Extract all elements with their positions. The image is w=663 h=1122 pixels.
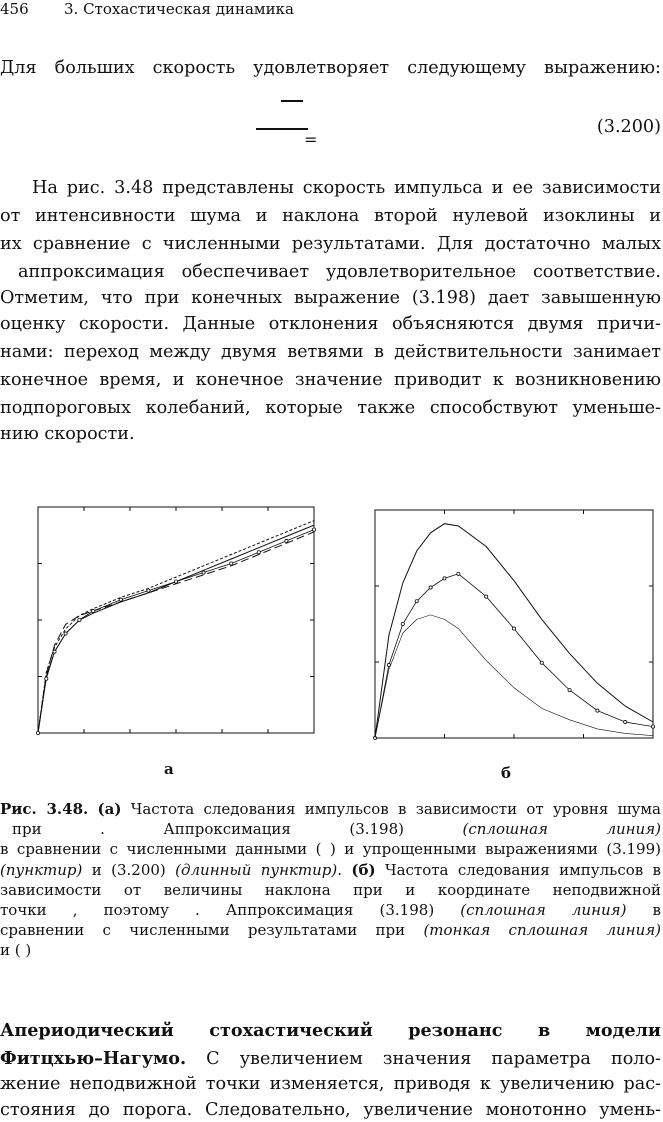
data-point: [230, 562, 233, 565]
data-point: [457, 572, 460, 575]
paragraph-line: нию скорости.: [0, 424, 135, 444]
caption-text: Частота следования импульсов в зависимости от уровня шума: [121, 800, 661, 818]
series-line: [375, 615, 653, 738]
series-line: [38, 521, 314, 733]
caption-italic: (сплошная линия): [462, 820, 661, 838]
caption-italic: (длинный пунктир): [175, 861, 338, 879]
paragraph-line: Отметим, что при конечных выражение (3.198) дает завышенную: [0, 288, 661, 308]
fraction-bar-top: [281, 100, 303, 102]
fraction-bar-main: [256, 128, 308, 130]
chart-b: [373, 508, 655, 740]
caption-italic: (сплошная линия): [460, 901, 627, 919]
series-line: [38, 530, 314, 733]
data-point: [257, 551, 260, 554]
paragraph-line: их сравнение с численными результатами. Для достаточно малых: [0, 234, 661, 254]
data-point: [92, 609, 95, 612]
data-point: [443, 577, 446, 580]
caption-text: Частота следования импульсов в: [375, 861, 662, 879]
equals-sign: =: [304, 130, 318, 149]
series-line: [38, 532, 314, 733]
equation-number: (3.200): [596, 117, 661, 137]
caption-part-a: (а): [97, 800, 122, 818]
caption-fig-label: Рис. 3.48.: [0, 800, 89, 818]
section-title: Фитцхью–Нагумо.: [0, 1048, 187, 1069]
data-point: [78, 618, 81, 621]
data-point: [540, 661, 543, 664]
data-point: [596, 709, 599, 712]
paragraph-line: На рис. 3.48 представлены скорость импульса и ее зависимости: [32, 178, 661, 198]
caption-text: сравнении с численными результатами при: [0, 921, 424, 939]
caption-text: и (3.200): [82, 861, 176, 879]
paragraph-line: нами: переход между двумя ветвями в действительности занимает: [0, 342, 661, 362]
data-point: [512, 627, 515, 630]
page-number: 456: [0, 0, 29, 18]
data-point: [174, 580, 177, 583]
section-text: С увеличением значения параметра поло-: [186, 1049, 661, 1069]
data-point: [45, 677, 48, 680]
data-point: [147, 589, 150, 592]
data-point: [429, 586, 432, 589]
data-point: [119, 598, 122, 601]
plot-frame: [375, 510, 653, 738]
chart-a: [36, 505, 316, 735]
data-point: [401, 622, 404, 625]
paragraph-line: от интенсивности шума и наклона второй нулевой изоклины и: [0, 206, 661, 226]
section-text: стояния до порога. Следовательно, увеличение монотонно умень-: [0, 1100, 661, 1120]
data-point: [568, 689, 571, 692]
figure-label-b: б: [501, 764, 512, 782]
caption-text: зависимости от величины наклона при и координате неподвижной: [0, 881, 661, 899]
paragraph-line: подпороговых колебаний, которые также способствуют уменьше-: [0, 398, 661, 418]
caption-text: в сравнении с численными данными ( ) и упрощенными выражениями (3.199): [0, 840, 661, 858]
paragraph-line: аппроксимация обеспечивает удовлетворительное соответствие.: [18, 262, 661, 282]
data-point: [651, 725, 654, 728]
data-point: [485, 595, 488, 598]
data-point: [312, 528, 315, 531]
figure-label-a: а: [164, 760, 174, 778]
data-point: [36, 731, 39, 734]
caption-text: при . Аппроксимация (3.198): [12, 820, 463, 838]
data-point: [624, 720, 627, 723]
section-text: жение неподвижной точки изменяется, приводя к увеличению рас-: [0, 1074, 661, 1094]
intro-line: Для больших скорость удовлетворяет следующему выражению:: [0, 58, 661, 78]
caption-italic: (пунктир): [0, 861, 83, 879]
data-point: [64, 632, 67, 635]
series-line: [375, 574, 653, 738]
caption-text: и ( ): [0, 941, 32, 959]
series-line: [38, 525, 314, 733]
equation-fraction: [252, 97, 318, 149]
data-point: [285, 539, 288, 542]
caption-italic: (тонкая сплошная линия): [423, 921, 662, 939]
caption-text: точки , поэтому . Аппроксимация (3.198): [0, 901, 461, 919]
caption-text: в: [626, 901, 661, 919]
series-line: [375, 524, 653, 738]
section-title: Апериодический стохастический резонанс в модели: [0, 1020, 661, 1041]
chapter-title: 3. Стохастическая динамика: [64, 0, 294, 18]
caption-text: .: [337, 861, 352, 879]
paragraph-line: оценку скорости. Данные отклонения объясняются двумя причи-: [0, 314, 661, 334]
paragraph-line: конечное время, и конечное значение приводит к возникновению: [0, 370, 661, 390]
data-point: [202, 571, 205, 574]
data-point: [53, 650, 56, 653]
caption-part-b: (б): [351, 861, 376, 879]
data-point: [415, 600, 418, 603]
